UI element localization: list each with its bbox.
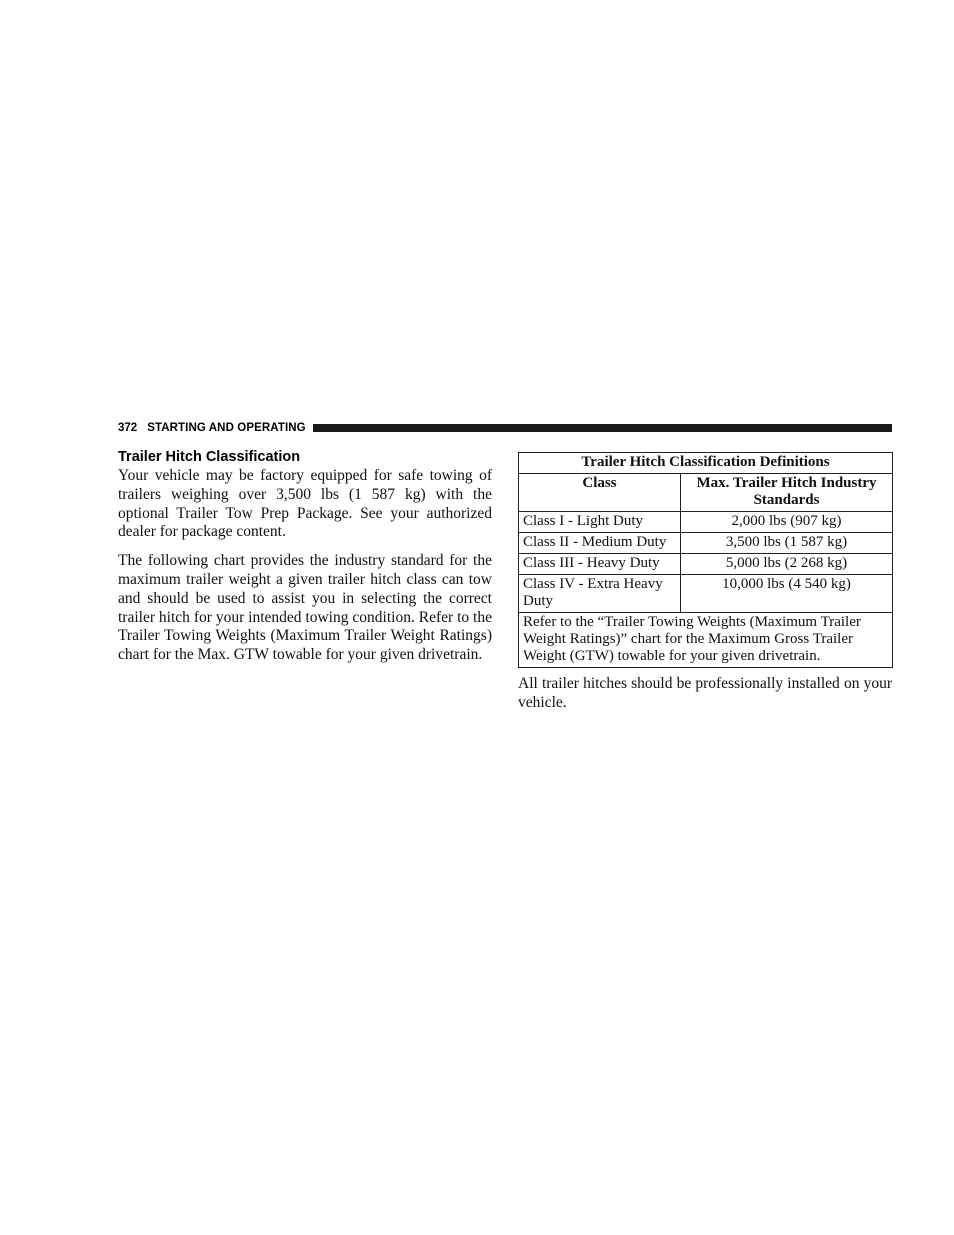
column-header-max: Max. Trailer Hitch Industry Standards — [681, 474, 893, 512]
section-heading: Trailer Hitch Classification — [118, 449, 301, 465]
class-cell: Class II - Medium Duty — [519, 533, 681, 554]
hitch-classification-table — [518, 452, 893, 668]
table-row — [519, 575, 893, 613]
table-header-row — [519, 474, 893, 512]
page-header — [118, 420, 892, 436]
table-title: Trailer Hitch Classification Definitions — [519, 453, 893, 474]
max-weight-cell: 10,000 lbs (4 540 kg) — [681, 575, 893, 613]
header-rule — [313, 424, 892, 432]
installation-note: All trailer hitches should be professionally installed on your vehicle. — [518, 675, 892, 711]
paragraph-intro: Your vehicle may be factory equipped for safe towing of trailers weighing over 3,500 lbs (1 587 kg) with the optional Trailer Tow Prep Package. See your authorized dealer for package content. — [118, 467, 492, 541]
max-weight-cell: 3,500 lbs (1 587 kg) — [681, 533, 893, 554]
class-cell: Class IV - Extra Heavy Duty — [519, 575, 681, 613]
max-weight-cell: 5,000 lbs (2 268 kg) — [681, 554, 893, 575]
paragraph-chart-info: The following chart provides the industry standard for the maximum trailer weight a given trailer hitch class can tow and should be used to assist you in selecting the correct trailer hitch for your intended towing condition. Refer to the Trailer Towing Weights (Maximum Trailer Weight Ratings) chart for the Max. GTW towable for your given drivetrain. — [118, 552, 492, 664]
table-footnote: Refer to the “Trailer Towing Weights (Maximum Trailer Weight Ratings)” chart for the Maximum Gross Trailer Weight (GTW) towable for your given drivetrain. — [519, 613, 893, 668]
column-header-class: Class — [519, 474, 681, 512]
section-title: STARTING AND OPERATING — [147, 422, 306, 434]
table-row — [519, 533, 893, 554]
left-column — [118, 448, 492, 675]
class-cell: Class III - Heavy Duty — [519, 554, 681, 575]
table-title-row — [519, 453, 893, 474]
max-weight-cell: 2,000 lbs (907 kg) — [681, 512, 893, 533]
table-row — [519, 512, 893, 533]
right-column — [518, 452, 892, 728]
table-row — [519, 554, 893, 575]
page-number: 372 — [118, 422, 138, 434]
table-footnote-row — [519, 613, 893, 668]
class-cell: Class I - Light Duty — [519, 512, 681, 533]
